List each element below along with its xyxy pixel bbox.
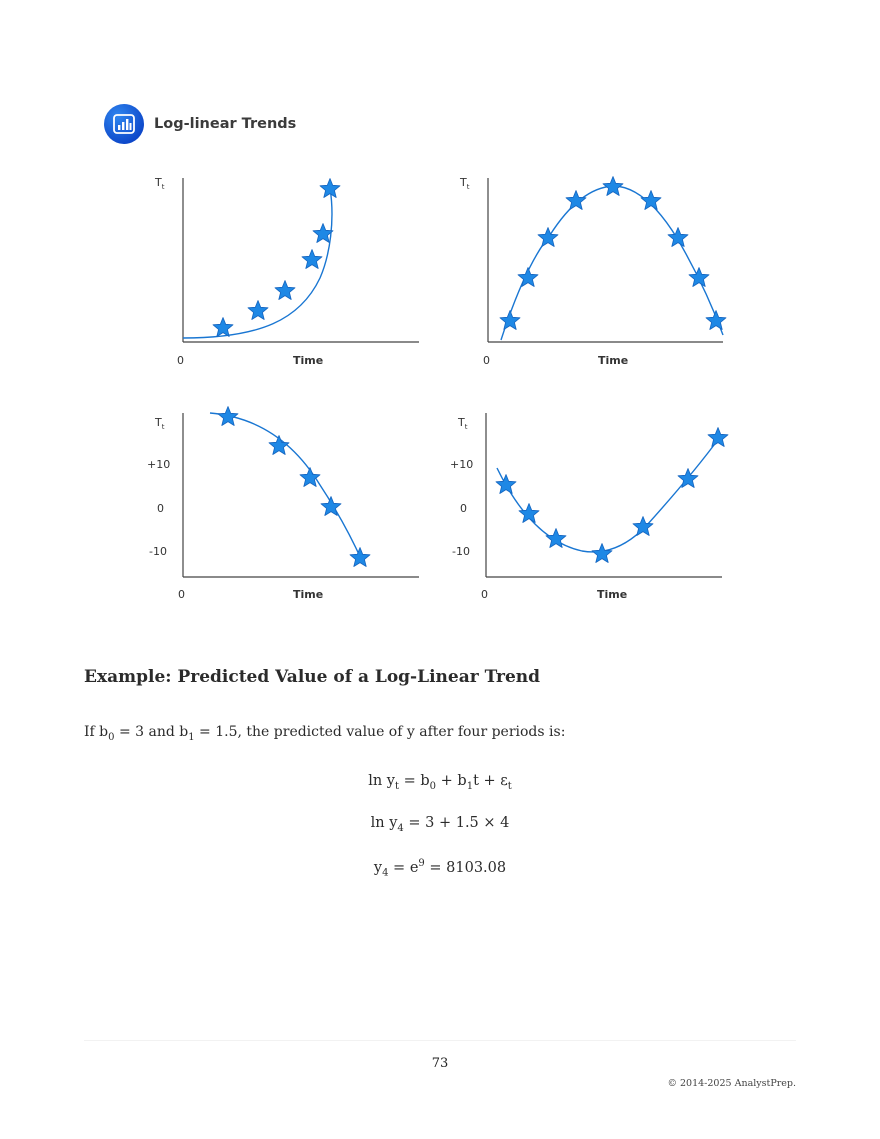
- data-point: [500, 311, 520, 330]
- x-axis-label: Time: [597, 588, 628, 601]
- data-point: [689, 268, 709, 287]
- trend-line: [210, 413, 362, 561]
- data-point: [321, 497, 341, 516]
- x-origin-label: 0: [178, 588, 185, 601]
- section-header: [104, 104, 296, 144]
- x-axis-label: Time: [598, 354, 629, 367]
- x-origin-label: 0: [483, 354, 490, 367]
- copyright-notice: © 2014-2025 AnalystPrep.: [667, 1078, 796, 1089]
- y-tick-label: +10: [450, 458, 474, 471]
- chart-inverted-parabola: [455, 170, 740, 375]
- example-intro: If $b_0 = 3$ and $b_1 = 1.5$, the predicted value of y after four periods is:: [84, 724, 566, 743]
- data-point: [496, 475, 516, 494]
- data-point: [592, 544, 612, 563]
- data-point: [275, 281, 295, 300]
- data-point: [706, 311, 726, 330]
- equation-result: $y_4 = e^9 = 8103.08$: [373, 858, 507, 879]
- data-point: [566, 191, 586, 210]
- y-axis-label: $T_t$: [155, 176, 165, 191]
- footer-divider: [84, 1040, 796, 1041]
- y-tick-label: -10: [149, 545, 167, 558]
- data-point: [350, 548, 370, 567]
- data-point: [248, 301, 268, 320]
- y-axis-label: $T_t$: [460, 176, 470, 191]
- data-point: [218, 407, 238, 426]
- data-point: [302, 250, 322, 269]
- y-tick-label: 0: [157, 502, 164, 515]
- equation-model: $\ln y_t = b_0 + b_1t + \varepsilon_t$: [368, 773, 512, 792]
- data-point: [641, 191, 661, 210]
- data-markers: [500, 177, 726, 330]
- trend-line: [501, 186, 723, 340]
- data-point: [300, 468, 320, 487]
- data-point: [708, 428, 728, 447]
- data-point: [213, 318, 233, 337]
- x-origin-label: 0: [177, 354, 184, 367]
- chart-exponential-growth: [150, 170, 430, 375]
- bar-chart-icon: [104, 104, 144, 144]
- data-point: [603, 177, 623, 196]
- data-point: [678, 469, 698, 488]
- page-number: 73: [431, 1056, 449, 1071]
- y-axis-label: $T_t$: [155, 416, 165, 431]
- data-point: [320, 179, 340, 198]
- data-markers: [496, 428, 728, 563]
- y-axis-label: $T_t$: [458, 416, 468, 431]
- chart-u-shaped: [442, 405, 740, 610]
- data-point: [538, 228, 558, 247]
- data-point: [269, 436, 289, 455]
- y-tick-label: -10: [452, 545, 470, 558]
- example-title: Example: Predicted Value of a Log-Linear Trend: [84, 667, 541, 687]
- data-point: [518, 268, 538, 287]
- equation-substitution: $\ln y_4 = 3 + 1.5 \times 4$: [370, 815, 510, 834]
- x-axis-label: Time: [293, 354, 324, 367]
- data-markers: [218, 407, 370, 567]
- y-tick-label: +10: [147, 458, 171, 471]
- data-markers: [213, 179, 340, 337]
- chart-accelerating-decline: [140, 405, 430, 610]
- x-axis-label: Time: [293, 588, 324, 601]
- trend-line: [497, 437, 720, 552]
- section-title: Log-linear Trends: [154, 116, 297, 132]
- data-point: [519, 504, 539, 523]
- data-point: [668, 228, 688, 247]
- data-point: [633, 517, 653, 536]
- x-origin-label: 0: [481, 588, 488, 601]
- y-tick-label: 0: [460, 502, 467, 515]
